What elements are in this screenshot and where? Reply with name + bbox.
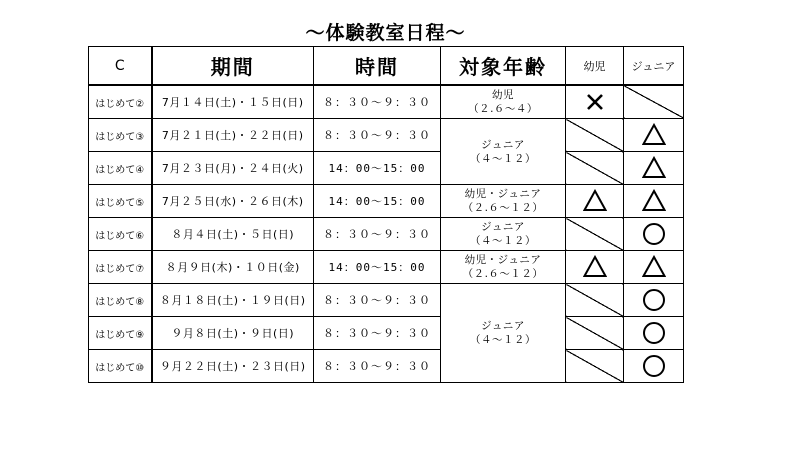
schedule-table — [88, 46, 684, 383]
period-cell: ８月１８日(土)・１９日(日) — [152, 284, 314, 317]
header-age: 対象年齢 — [441, 47, 566, 86]
age-label: ジュニア — [481, 221, 525, 233]
age-cell — [441, 218, 566, 251]
lesson-cell: はじめて③ — [89, 119, 152, 152]
header-period: 期間 — [152, 47, 314, 86]
table-row — [89, 85, 684, 119]
age-cell — [441, 284, 566, 383]
lesson-cell: はじめて⑥ — [89, 218, 152, 251]
age-cell — [441, 185, 566, 218]
period-cell: 7月２５日(水)・２６日(木) — [152, 185, 314, 218]
age-label: ジュニア — [481, 320, 525, 332]
period-cell: 7月１４日(土)・１５日(日) — [152, 85, 314, 119]
table-row — [89, 284, 684, 317]
triangle-mark-icon — [584, 191, 605, 210]
age-cell — [441, 119, 566, 185]
triangle-mark-icon — [643, 158, 664, 177]
triangle-icon — [583, 255, 607, 279]
lesson-cell: はじめて⑨ — [89, 317, 152, 350]
period-cell: 7月２３日(月)・２４日(火) — [152, 152, 314, 185]
time-cell: ８：３０～９：３０ — [314, 119, 441, 152]
triangle-mark-icon — [643, 191, 664, 210]
infant-mark-slash — [566, 152, 624, 185]
time-cell: ８：３０～９：３０ — [314, 350, 441, 383]
time-cell: ８：３０～９：３０ — [314, 218, 441, 251]
lesson-cell: はじめて⑩ — [89, 350, 152, 383]
time-cell: ８：３０～９：３０ — [314, 317, 441, 350]
infant-mark — [566, 251, 624, 284]
circle-icon — [642, 354, 666, 378]
circle-mark-icon — [644, 356, 664, 376]
circle-mark-icon — [644, 224, 664, 244]
table-row — [89, 152, 684, 185]
table-row — [89, 185, 684, 218]
junior-mark-slash — [624, 85, 684, 119]
infant-mark-slash — [566, 119, 624, 152]
period-cell: ９月８日(土)・９日(日) — [152, 317, 314, 350]
table-row — [89, 218, 684, 251]
age-label: ジュニア — [481, 138, 525, 151]
triangle-icon — [642, 123, 666, 147]
period-cell: ８月４日(土)・５日(日) — [152, 218, 314, 251]
circle-mark-icon — [644, 290, 664, 310]
junior-mark — [624, 218, 684, 251]
period-cell: ９月２２日(土)・２３日(日) — [152, 350, 314, 383]
header-infant: 幼児 — [566, 47, 624, 86]
time-cell: 14：00～15：00 — [314, 185, 441, 218]
infant-mark — [566, 85, 624, 119]
age-range: （４～１２） — [470, 235, 536, 247]
infant-mark-slash — [566, 317, 624, 350]
lesson-cell: はじめて② — [89, 85, 152, 119]
time-cell: 14：00～15：00 — [314, 251, 441, 284]
table-row — [89, 119, 684, 152]
age-cell — [441, 85, 566, 119]
time-cell: 14：00～15：00 — [314, 152, 441, 185]
triangle-mark-icon — [643, 125, 664, 144]
triangle-icon — [642, 156, 666, 180]
cross-mark-icon — [588, 95, 602, 109]
infant-mark-slash — [566, 350, 624, 383]
triangle-icon — [642, 255, 666, 279]
junior-mark — [624, 152, 684, 185]
age-range: （４～１２） — [470, 334, 536, 346]
page-title: ～体験教室日程～ — [305, 22, 466, 44]
lesson-cell: はじめて⑤ — [89, 185, 152, 218]
age-label: 幼児・ジュニア — [464, 254, 542, 266]
circle-mark-icon — [644, 323, 664, 343]
age-range: （２.６～１２） — [462, 202, 544, 214]
lesson-cell: はじめて⑦ — [89, 251, 152, 284]
circle-icon — [642, 222, 666, 246]
table-row — [89, 350, 684, 383]
age-range: （２.６～４） — [468, 103, 538, 115]
age-range: （２.６～１２） — [462, 268, 544, 280]
triangle-icon — [642, 189, 666, 213]
junior-mark — [624, 284, 684, 317]
circle-icon — [642, 321, 666, 345]
junior-mark — [624, 185, 684, 218]
table-row — [89, 317, 684, 350]
header-junior: ジュニア — [624, 47, 684, 86]
header-lesson: C — [89, 47, 152, 86]
infant-mark-slash — [566, 284, 624, 317]
triangle-icon — [583, 189, 607, 213]
period-cell: ８月９日(木)・１０日(金) — [152, 251, 314, 284]
header-row — [89, 47, 684, 86]
triangle-mark-icon — [643, 257, 664, 276]
junior-mark — [624, 350, 684, 383]
junior-mark — [624, 317, 684, 350]
junior-mark — [624, 251, 684, 284]
infant-mark-slash — [566, 218, 624, 251]
triangle-mark-icon — [584, 257, 605, 276]
table-row — [89, 251, 684, 284]
lesson-cell: はじめて④ — [89, 152, 152, 185]
period-cell: 7月２１日(土)・２２日(日) — [152, 119, 314, 152]
cross-icon — [583, 90, 607, 114]
time-cell: ８：３０～９：３０ — [314, 85, 441, 119]
age-cell — [441, 251, 566, 284]
age-label: 幼児・ジュニア — [464, 188, 542, 200]
header-time: 時間 — [314, 47, 441, 86]
infant-mark — [566, 185, 624, 218]
time-cell: ８：３０～９：３０ — [314, 284, 441, 317]
age-range: （４～１２） — [470, 152, 536, 165]
age-label: 幼児 — [492, 89, 514, 101]
junior-mark — [624, 119, 684, 152]
circle-icon — [642, 288, 666, 312]
lesson-cell: はじめて⑧ — [89, 284, 152, 317]
